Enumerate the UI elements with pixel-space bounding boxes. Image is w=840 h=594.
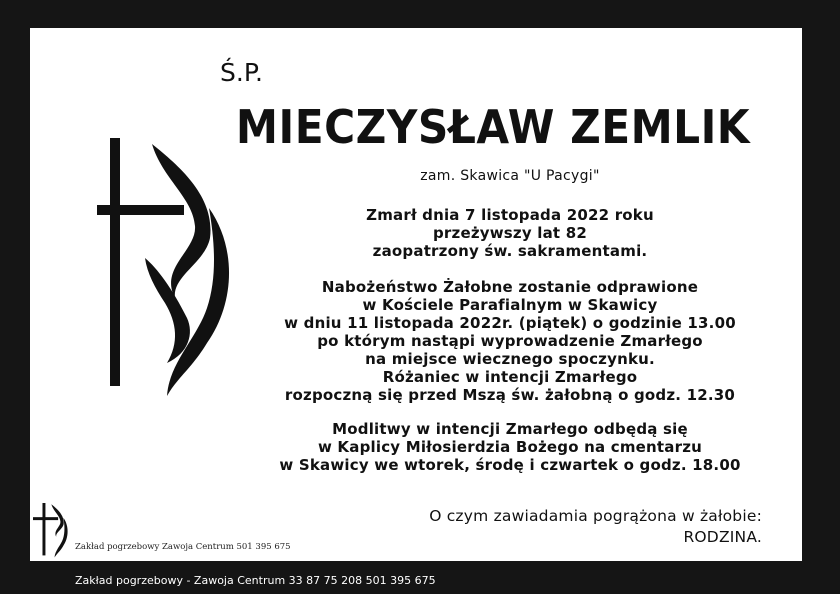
deceased-name: MIECZYSŁAW ZEMLIK (235, 100, 751, 154)
bottom-bar-text: Zakład pogrzebowy - Zawoja Centrum 33 87 75 208 501 395 675 (75, 574, 436, 587)
closing-signature: RODZINA. (683, 528, 762, 546)
prayer-line: Modlitwy w intencji Zmarłego odbędą się (332, 420, 688, 438)
death-line: Zmarł dnia 7 listopada 2022 roku (366, 206, 654, 224)
cross-with-flame-icon (97, 138, 232, 403)
closing-statement (330, 506, 762, 548)
death-block (250, 206, 770, 260)
residence: zam. Skawica "U Pacygi" (420, 168, 600, 184)
funeral-line: na miejsce wiecznego spoczynku. (365, 350, 655, 368)
funeral-line: w Kościele Parafialnym w Skawicy (362, 296, 658, 314)
funeral-home-small-text: Zakład pogrzebowy Zawoja Centrum 501 395 675 (75, 542, 291, 552)
prayer-line: w Skawicy we wtorek, środę i czwartek o godz. 18.00 (279, 456, 741, 474)
funeral-line: Nabożeństwo Żałobne zostanie odprawione (321, 278, 699, 296)
prayer-line: w Kaplicy Miłosierdzia Bożego na cmentarzu (317, 438, 703, 456)
funeral-line: po którym nastąpi wyprowadzenie Zmarłego (317, 332, 703, 350)
prayer-block (250, 420, 770, 474)
closing-line: O czym zawiadamia pogrążona w żałobie: (429, 507, 762, 525)
death-line: zaopatrzony św. sakramentami. (372, 242, 648, 260)
funeral-line: Różaniec w intencji Zmarłego (382, 368, 638, 386)
prefix-sp: Ś.P. (220, 58, 263, 87)
obituary-card (30, 28, 802, 561)
death-line: przeżywszy lat 82 (433, 224, 587, 242)
funeral-block (250, 278, 770, 404)
funeral-line: w dniu 11 listopada 2022r. (piątek) o godzinie 13.00 (284, 314, 736, 332)
cross-with-flame-icon (33, 503, 75, 559)
funeral-line: rozpoczną się przed Mszą św. żałobną o godz. 12.30 (284, 386, 736, 404)
